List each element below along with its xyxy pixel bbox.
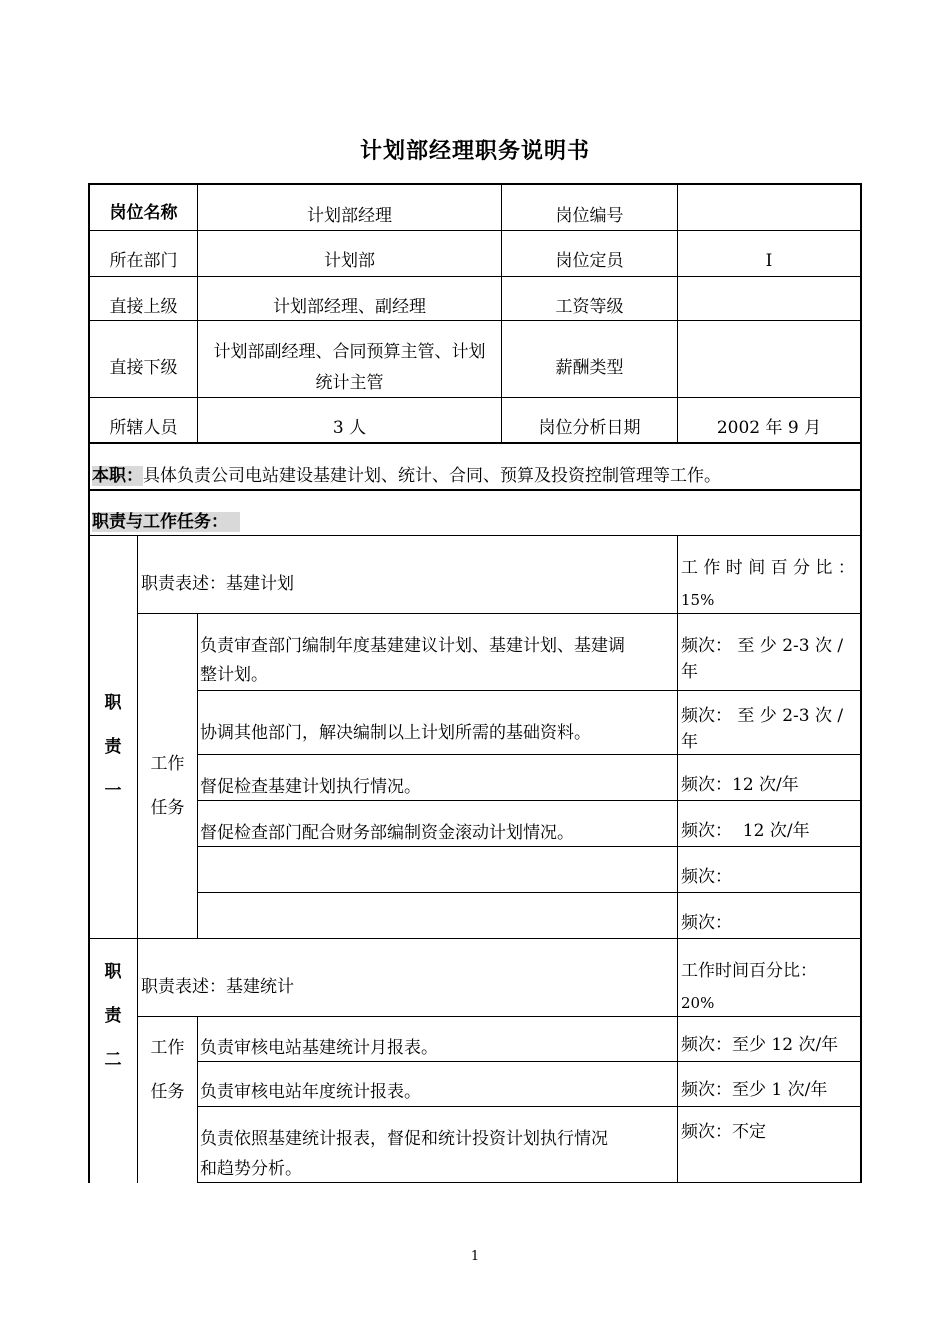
duty2-task1-text: 负责审核电站基建统计月报表。	[200, 1038, 438, 1058]
duty1-task5-freq: 频次：	[681, 867, 732, 887]
value-position-name: 计划部经理	[307, 206, 392, 226]
duty2-time-label: 工作时间百分比：	[681, 961, 817, 981]
duty2-task1-freq: 频次：至少 12 次/年	[681, 1035, 839, 1055]
value-department: 计划部	[324, 251, 375, 271]
duty2-task2-freq: 频次：至少 1 次/年	[681, 1080, 828, 1100]
page-number: 1	[470, 1249, 480, 1264]
page-title: 计划部经理职务说明书	[359, 138, 590, 164]
duty1-task3-freq: 频次：12 次/年	[681, 775, 799, 795]
duty1-task2-text: 协调其他部门，解决编制以上计划所需的基础资料。	[200, 723, 591, 743]
core-duty-row	[92, 463, 858, 489]
duty1-task2-freq-line1: 频次： 至 少 2-3 次 /	[681, 706, 844, 726]
label-headcount: 岗位定员	[555, 251, 624, 271]
duty2-task2-text: 负责审核电站年度统计报表。	[200, 1082, 421, 1102]
duty1-task4-freq: 频次： 12 次/年	[681, 821, 810, 841]
duties-header	[92, 509, 858, 535]
duty2-side-label: 职 责 二	[104, 962, 122, 1070]
duty1-task-label-1: 工作	[150, 754, 185, 774]
label-salary-grade: 工资等级	[555, 297, 624, 317]
core-duty-text: 具体负责公司电站建设基建计划、统计、合同、预算及投资控制管理等工作。	[143, 466, 721, 486]
value-subordinates-line1: 计划部副经理、合同预算主管、计划	[213, 342, 486, 362]
duty1-task1-line1: 负责审查部门编制年度基建建议计划、基建计划、基建调	[200, 636, 625, 656]
duty1-time-value: 15%	[681, 591, 715, 609]
duty1-task6-freq: 频次：	[681, 913, 732, 933]
duty1-side-label: 职 责 一	[104, 693, 122, 801]
duty1-task2-freq-line2: 年	[681, 732, 698, 752]
duty2-time-value: 20%	[681, 994, 715, 1012]
duty1-task1-line2: 整计划。	[200, 665, 268, 685]
duty1-time-label: 工 作 时 间 百 分 比 ：	[681, 558, 855, 578]
duty1-task1-freq-line1: 频次： 至 少 2-3 次 /	[681, 636, 844, 656]
duty2-task3-line1: 负责依照基建统计报表，督促和统计投资计划执行情况	[200, 1129, 608, 1149]
duty2-task-label-2: 任务	[150, 1082, 185, 1102]
duty1-description: 职责表述：基建计划	[141, 574, 294, 594]
duty2-task3-line2: 和趋势分析。	[200, 1159, 302, 1179]
label-department: 所在部门	[109, 251, 178, 271]
label-position-code: 岗位编号	[555, 206, 624, 226]
duty2-task3-freq: 频次：不定	[681, 1122, 766, 1142]
label-staff: 所辖人员	[109, 418, 178, 438]
duty1-task-label-2: 任务	[150, 798, 185, 818]
label-subordinates: 直接下级	[109, 358, 178, 378]
value-analysis-date: 2002 年 9 月	[716, 418, 822, 438]
value-staff: 3 人	[332, 418, 367, 438]
duty2-task-label-1: 工作	[150, 1038, 185, 1058]
label-supervisor: 直接上级	[109, 297, 178, 317]
label-position-name: 岗位名称	[109, 203, 178, 223]
duty1-task3-text: 督促检查基建计划执行情况。	[200, 777, 421, 797]
duty1-task1-freq-line2: 年	[681, 662, 698, 682]
label-analysis-date: 岗位分析日期	[538, 418, 641, 438]
value-supervisor: 计划部经理、副经理	[273, 297, 426, 317]
duty2-description: 职责表述：基建统计	[141, 977, 294, 997]
duty1-task4-text: 督促检查部门配合财务部编制资金滚动计划情况。	[200, 823, 574, 843]
value-subordinates-line2: 统计主管	[315, 373, 384, 393]
core-duty-label: 本职：	[92, 466, 143, 486]
value-headcount: I	[765, 251, 773, 271]
label-pay-type: 薪酬类型	[555, 358, 624, 378]
duties-header-label: 职责与工作任务：	[92, 512, 240, 532]
